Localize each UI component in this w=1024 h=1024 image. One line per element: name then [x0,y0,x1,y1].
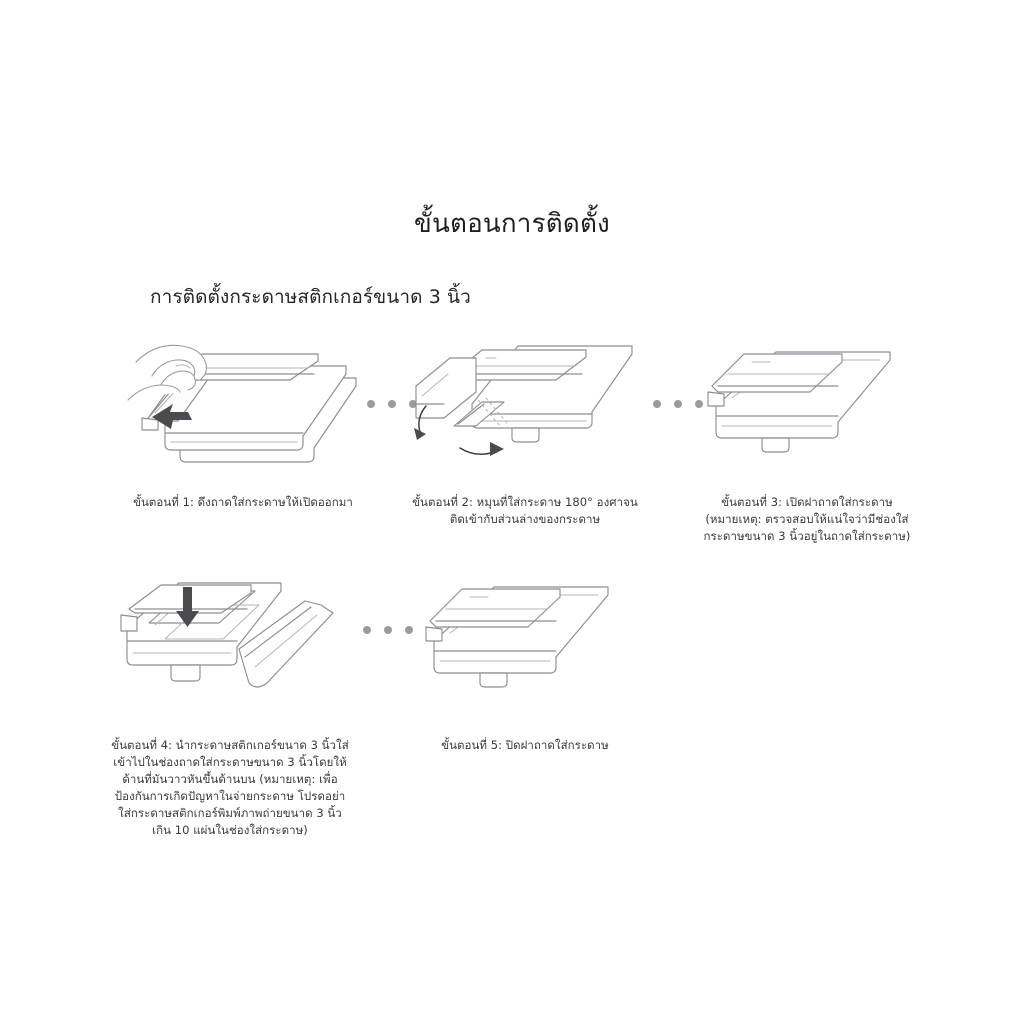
section-title: การติดตั้งกระดาษสติกเกอร์ขนาด 3 นิ้ว [150,286,471,308]
caption-line: กระดาษขนาด 3 นิ้วอยู่ในถาดใส่กระดาษ) [703,529,911,543]
separator-dot [388,400,396,408]
caption-line: ขั้นตอนที่ 2: หมุนที่ใส่กระดาษ 180° องศาจน [412,495,638,509]
separator-dot [367,400,375,408]
step-2-caption [400,494,650,528]
step-3-illustration [682,330,932,480]
separator-dot [384,626,392,634]
caption-line: ขั้นตอนที่ 3: เปิดฝาถาดใส่กระดาษ [721,495,893,509]
step-4-caption [105,737,355,839]
caption-line: เข้าไปในช่องถาดใส่กระดาษขนาด 3 นิ้วโดยให้ [113,755,347,769]
step-2 [400,330,650,528]
step-5-illustration [400,565,650,715]
step-5 [400,565,650,754]
step-1-illustration [118,330,368,480]
caption-line: ใส่กระดาษสติกเกอร์พิมพ์ภาพถ่ายขนาด 3 นิ้ว [118,806,342,820]
caption-line: ติดเข้ากับส่วนล่างของกระดาษ [449,512,601,526]
rotate-arrow-right [460,442,504,456]
separator-dot [674,400,682,408]
caption-line: เกิน 10 แผ่นในช่องใส่กระดาษ) [152,823,308,837]
separator-dot [363,626,371,634]
caption-line: ป้องกันการเกิดปัญหาในจ่ายกระดาษ โปรดอย่า [114,789,346,803]
step-4 [105,565,355,839]
caption-line: (หมายเหตุ: ตรวจสอบให้แน่ใจว่ามีช่องใส่ [705,512,909,526]
step-5-caption [400,737,650,754]
step-3 [682,330,932,545]
caption-line: ขั้นตอนที่ 4: นำกระดาษสติกเกอร์ขนาด 3 นิ้วใส่ [111,738,349,752]
step-2-illustration [400,330,650,480]
step-4-illustration [105,565,355,715]
caption-line: ขั้นตอนที่ 5: ปิดฝาถาดใส่กระดาษ [441,738,609,752]
caption-line: ด้านที่มันวาวหันขึ้นด้านบน (หมายเหตุ: เพื่อ [122,772,338,786]
caption-line: ขั้นตอนที่ 1: ดึงถาดใส่กระดาษให้เปิดออกมา [133,495,353,509]
page-title: ขั้นตอนการติดตั้ง [414,209,610,239]
step-1-caption [118,494,368,511]
separator-dot [653,400,661,408]
step-1 [118,330,368,511]
step-3-caption [682,494,932,545]
